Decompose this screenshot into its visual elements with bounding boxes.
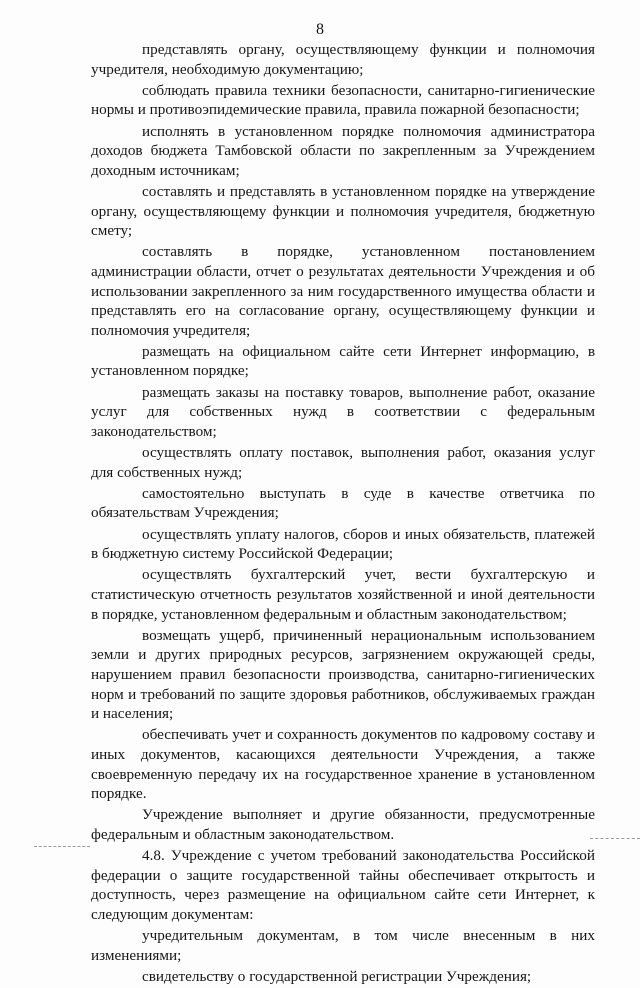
scan-artifact-line bbox=[590, 838, 640, 839]
paragraph: свидетельству о государственной регистрации Учреждения; bbox=[142, 967, 532, 985]
paragraph: размещать на официальном сайте сети Интернет информацию, в установленном порядке; bbox=[91, 342, 595, 380]
paragraph: осуществлять оплату поставок, выполнения работ, оказания услуг для собственных нужд; bbox=[91, 444, 595, 481]
paragraph: возмещать ущерб, причиненный нерациональным использованием земли и других природных ресурсов, загрязнением окружающей среды, нарушением правил безопасности производства, санитарно-гигиенических норм и требований по защите здоровья работников, обслуживаемых граждан и населения; bbox=[91, 626, 595, 723]
paragraph: обеспечивать учет и сохранность документов по кадровому составу и иных документов, касающихся деятельности Учреждения, а также своевременную передачу их на государственное хранение в установленном порядке. bbox=[91, 726, 595, 803]
paragraph: самостоятельно выступать в суде в качестве ответчика по обязательствам Учреждения; bbox=[91, 484, 595, 522]
paragraph: размещать заказы на поставку товаров, выполнение работ, оказание услуг для собственных нужд в соответствии с федеральным законодательством; bbox=[91, 383, 595, 440]
paragraph: соблюдать правила техники безопасности, санитарно-гигиенические нормы и противоэпидемические правила, правила пожарной безопасности; bbox=[91, 81, 595, 119]
page-number: 8 bbox=[316, 21, 324, 38]
paragraph: представлять органу, осуществляющему функции и полномочия учредителя, необходимую документацию; bbox=[91, 41, 595, 78]
scan-artifact-line bbox=[34, 846, 90, 847]
paragraph: осуществлять бухгалтерский учет, вести бухгалтерскую и статистическую отчетность результатов хозяйственной и иной деятельности в порядке, установленном федеральным и областным законодательством; bbox=[91, 566, 595, 623]
document-body bbox=[91, 40, 595, 988]
paragraph: учредительным документам, в том числе внесенным в них изменениями; bbox=[91, 927, 595, 964]
paragraph: Учреждение выполняет и другие обязанности, предусмотренные федеральным и областным законодательством. bbox=[91, 806, 595, 843]
paragraph: осуществлять уплату налогов, сборов и иных обязательств, платежей в бюджетную систему Российской Федерации; bbox=[91, 525, 595, 563]
paragraph: исполнять в установленном порядке полномочия администратора доходов бюджета Тамбовской области по закрепленным за Учреждением доходным источникам; bbox=[91, 122, 595, 179]
section-paragraph: 4.8. Учреждение с учетом требований законодательства Российской федерации о защите государственной тайны обеспечивает открытость и доступность, через размещение на официальном сайте сети Интернет, к следующим документам: bbox=[91, 847, 595, 923]
paragraph: составлять и представлять в установленном порядке на утверждение органу, осуществляющему функции и полномочия учредителя, бюджетную смету; bbox=[91, 182, 595, 240]
paragraph: составлять в порядке, установленном постановлением администрации области, отчет о результатах деятельности Учреждения и об использовании закрепленного за ним государственного имущества области и представлять его на согласование органу, осуществляющему функции и полномочия учредителя; bbox=[91, 243, 595, 339]
